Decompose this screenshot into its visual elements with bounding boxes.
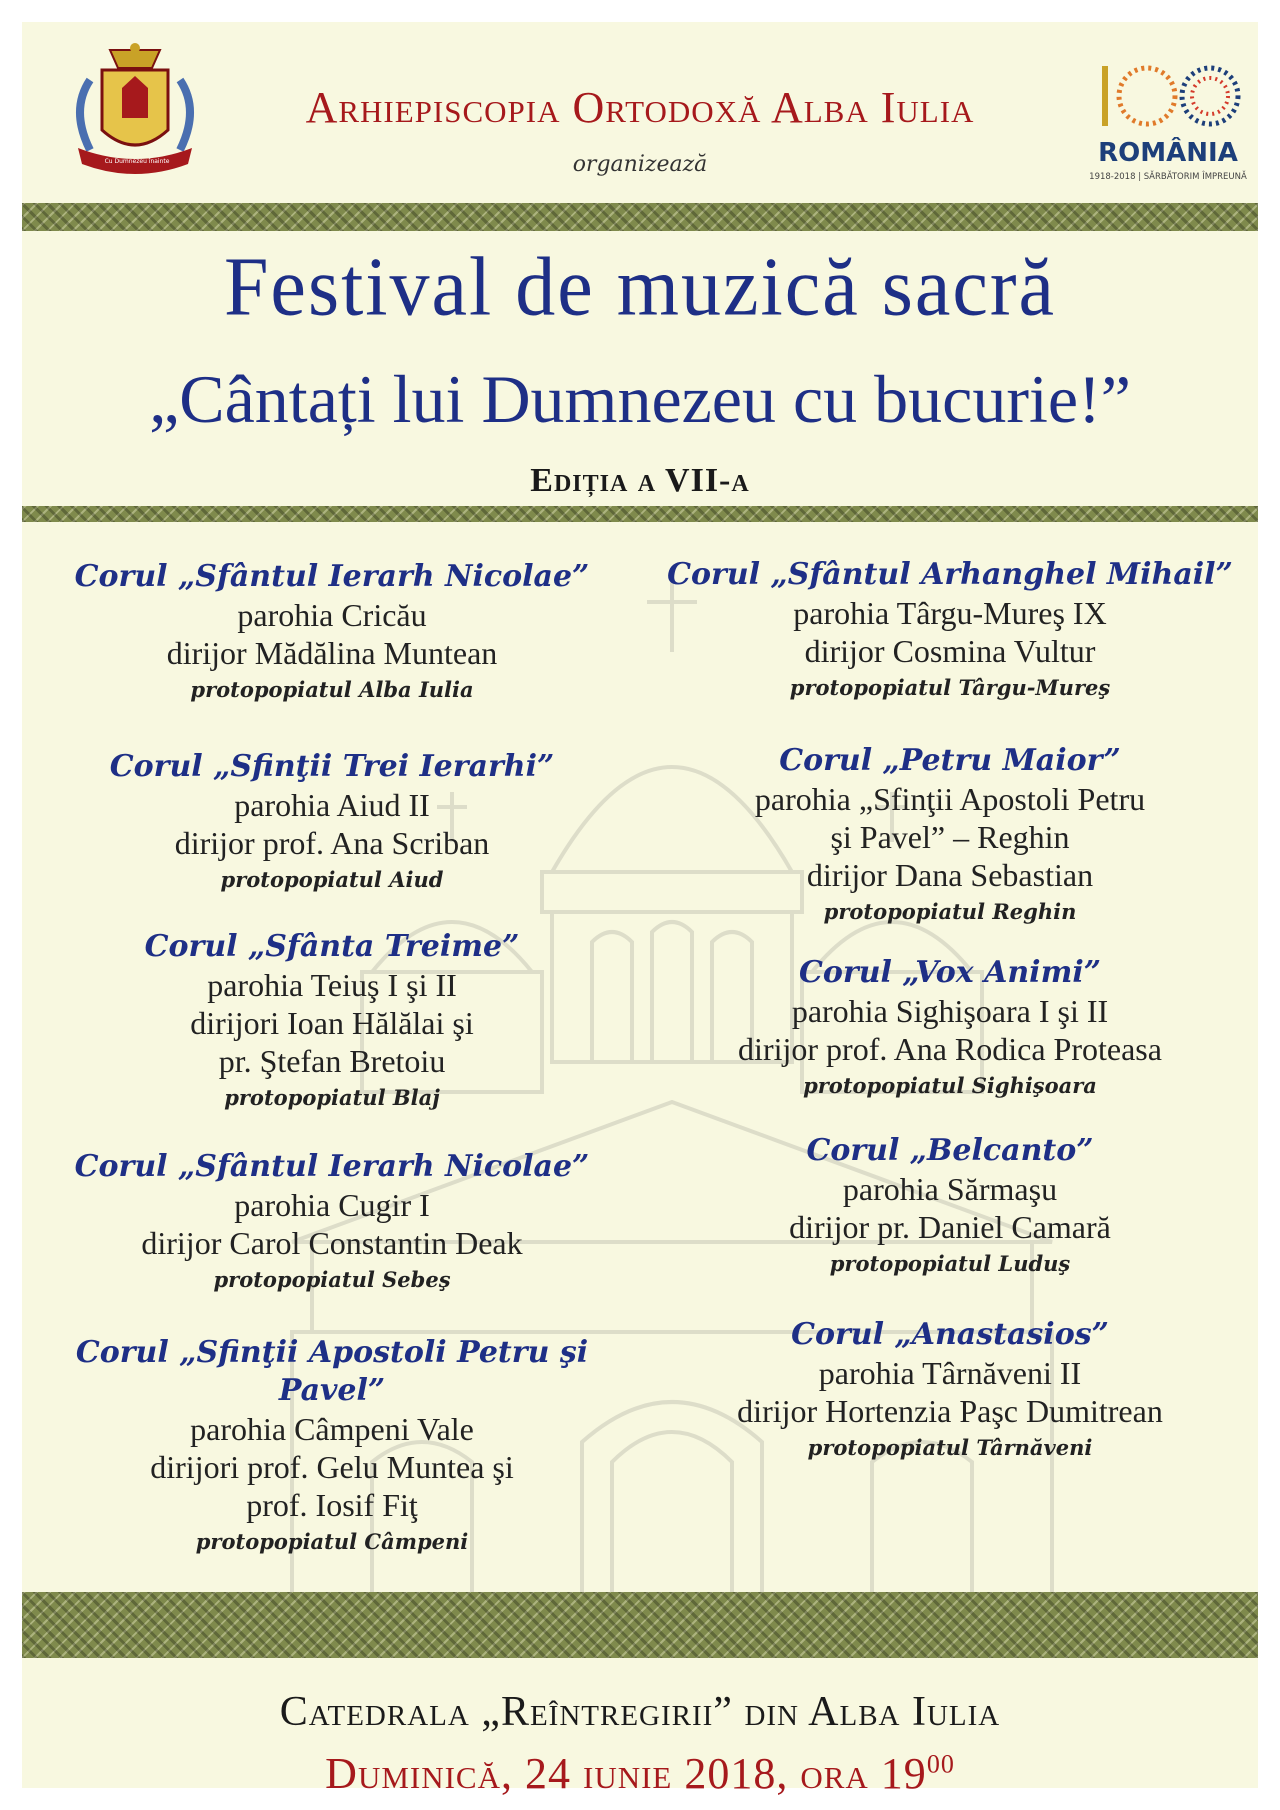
organizer-title: Arhiepiscopia Ortodoxă Alba Iulia xyxy=(305,83,975,132)
choir-name: Corul „Sfântul Arhanghel Mihail” xyxy=(667,557,1233,592)
festival-edition: Ediția a VII-a xyxy=(530,462,750,499)
ornament-band-middle xyxy=(22,506,1258,522)
choir-deanery: protopopiatul Blaj xyxy=(224,1085,440,1110)
choir-entry xyxy=(22,928,642,1116)
venue: Catedrala „Reîntregirii” din Alba Iulia xyxy=(279,1689,1001,1735)
choir-deanery: protopopiatul Luduş xyxy=(829,1251,1071,1276)
choir-deanery: protopopiatul Alba Iulia xyxy=(190,677,474,702)
choir-detail-line: dirijor Carol Constantin Deak xyxy=(141,1225,523,1261)
choir-list-left xyxy=(22,558,642,1560)
choir-entry xyxy=(640,954,1260,1104)
event-date-text: Duminică, 24 iunie 2018, ora 19 xyxy=(325,1749,927,1798)
festival-subtitle: „Cântați lui Dumnezeu cu bucurie!” xyxy=(149,361,1131,437)
logo-number: 100 xyxy=(1082,44,1084,45)
ornament-band-bottom xyxy=(22,1592,1258,1658)
festival-title: Festival de muzică sacră xyxy=(223,240,1057,334)
choir-detail-line: dirijori prof. Gelu Muntea şi xyxy=(150,1449,514,1485)
choir-entry xyxy=(22,1148,642,1298)
choir-name: Corul „Sfânta Treime” xyxy=(144,929,520,964)
choir-name: Corul „Belcanto” xyxy=(806,1133,1094,1168)
choir-detail-line: dirijor Hortenzia Paşc Dumitrean xyxy=(737,1393,1163,1429)
choir-detail-line: dirijor Cosmina Vultur xyxy=(804,633,1096,669)
event-date xyxy=(22,1748,1258,1799)
choir-detail-line: prof. Iosif Fiţ xyxy=(246,1487,418,1523)
choir-deanery: protopopiatul Reghin xyxy=(823,899,1077,924)
choir-detail-line: dirijor prof. Ana Rodica Proteasa xyxy=(738,1031,1162,1067)
choir-detail-line: parohia Târgu-Mureş IX xyxy=(793,595,1107,631)
poster xyxy=(22,22,1258,1798)
choir-deanery: protopopiatul Sighişoara xyxy=(803,1073,1097,1098)
choir-name: Corul „Anastasios” xyxy=(791,1317,1109,1352)
choir-detail-line: şi Pavel” – Reghin xyxy=(830,819,1070,855)
choir-detail-line: dirijor Mădălina Muntean xyxy=(166,635,498,671)
choir-detail-line: dirijor pr. Daniel Camară xyxy=(789,1209,1111,1245)
choir-detail-line: parohia „Sfinţii Apostoli Petru xyxy=(754,781,1146,817)
choir-entry xyxy=(22,748,642,898)
logo-country: ROMÂNIA xyxy=(1098,138,1238,168)
choir-detail-line: parohia Sighişoara I şi II xyxy=(791,993,1109,1029)
choir-detail-line: parohia Cricău xyxy=(237,597,427,633)
logo-tagline: 1918-2018 | SĂRBĂTORIM ÎMPREUNĂ xyxy=(1089,172,1247,182)
choir-name: Corul „Petru Maior” xyxy=(779,743,1121,778)
choir-detail-line: parohia Teiuş I şi II xyxy=(207,967,457,1003)
crest-motto: Cu Dumnezeu înainte xyxy=(104,158,170,165)
choir-name: Corul „Sfinţii Apostoli Petru şi Pavel” xyxy=(75,1335,589,1408)
event-time-minutes: 00 xyxy=(926,1749,955,1779)
choir-detail-line: dirijor prof. Ana Scriban xyxy=(174,825,490,861)
choir-name: Corul „Vox Animi” xyxy=(799,955,1101,990)
choir-name: Corul „Sfântul Ierarh Nicolae” xyxy=(74,1149,590,1184)
choir-detail-line: parohia Sărmaşu xyxy=(842,1171,1058,1207)
choir-detail-line: parohia Aiud II xyxy=(234,787,430,823)
choir-detail-line: parohia Câmpeni Vale xyxy=(190,1411,474,1447)
choir-entry xyxy=(640,742,1260,930)
choir-entry xyxy=(640,556,1260,706)
choir-entry xyxy=(22,1334,642,1560)
choir-deanery: protopopiatul Sebeş xyxy=(213,1267,451,1292)
choir-detail-line: pr. Ştefan Bretoiu xyxy=(218,1043,446,1079)
choir-detail-line: parohia Târnăveni II xyxy=(818,1355,1082,1391)
choir-entry xyxy=(640,1132,1260,1282)
choir-name: Corul „Sfinţii Trei Ierarhi” xyxy=(109,749,555,784)
choir-deanery: protopopiatul Aiud xyxy=(220,867,444,892)
choir-entry xyxy=(640,1316,1260,1466)
choir-detail-line: dirijori Ioan Hălălai şi xyxy=(190,1005,474,1041)
ornament-band-top xyxy=(22,203,1258,231)
choir-entry xyxy=(22,558,642,708)
choir-name: Corul „Sfântul Ierarh Nicolae” xyxy=(74,559,590,594)
choir-deanery: protopopiatul Târgu-Mureş xyxy=(789,675,1111,700)
organizes-text: organizează xyxy=(572,152,708,177)
choir-detail-line: dirijor Dana Sebastian xyxy=(806,857,1094,893)
choir-list-right xyxy=(640,556,1260,1466)
choir-deanery: protopopiatul Târnăveni xyxy=(807,1435,1093,1460)
choir-detail-line: parohia Cugir I xyxy=(234,1187,430,1223)
choir-deanery: protopopiatul Câmpeni xyxy=(195,1529,469,1554)
